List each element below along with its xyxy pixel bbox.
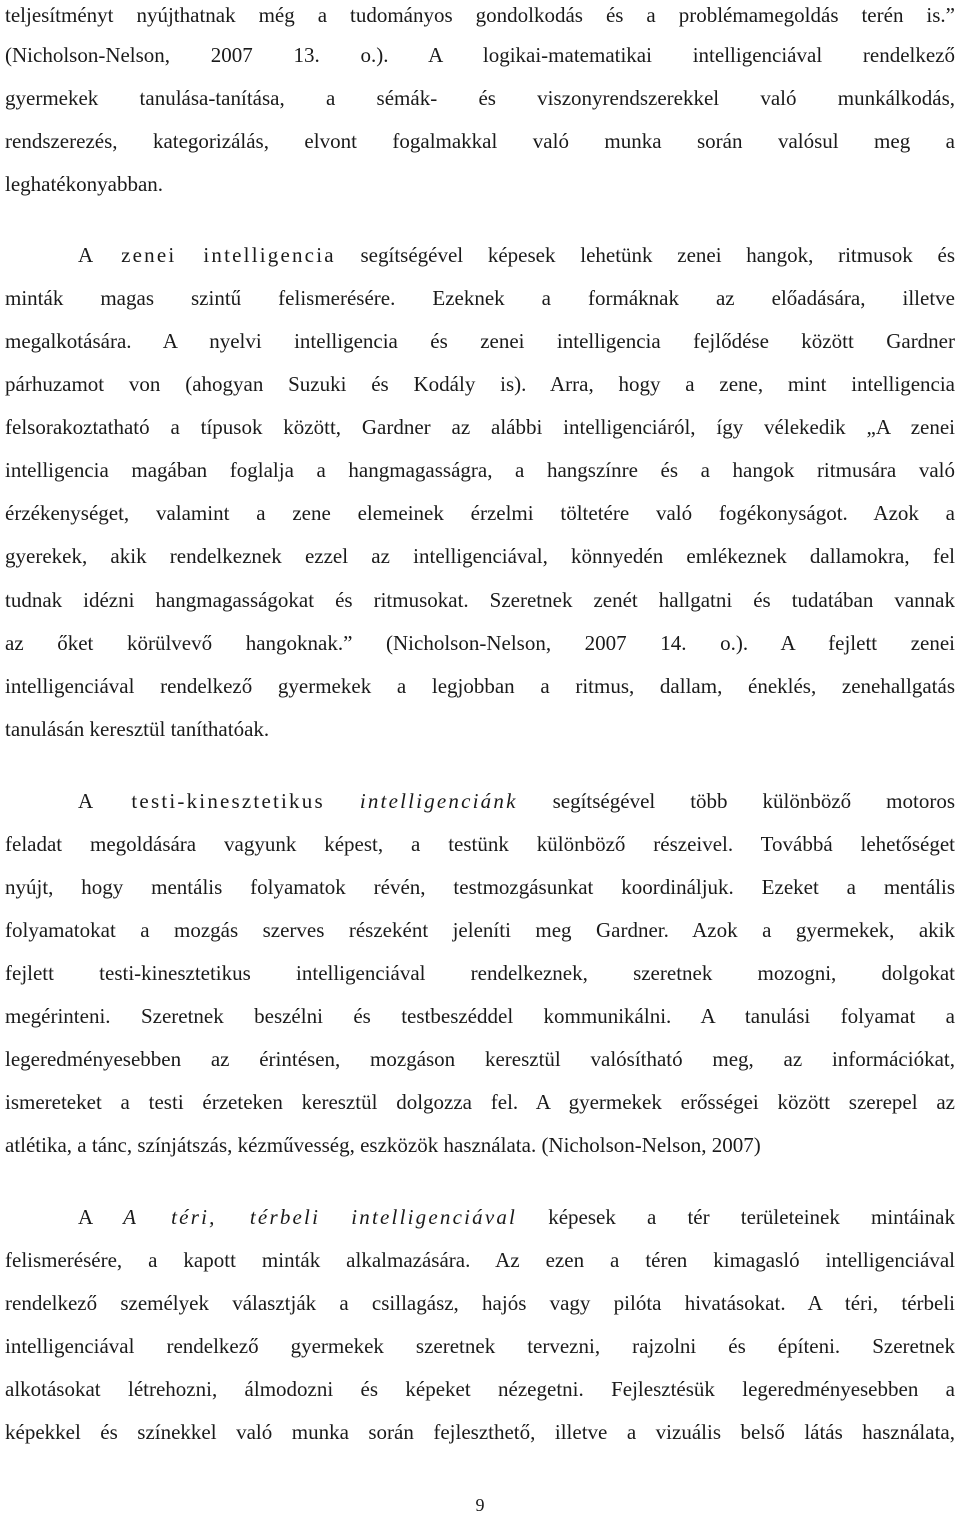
term-teri-lead: A [78, 1205, 93, 1229]
term-testi: A testi-kinesztetikus [78, 789, 325, 813]
text-line: képekkel és színekkel való munka során fejleszthető, illetve a vizuális belső látás használata, [5, 1420, 955, 1444]
text-line: tudnak idézni hangmagasságokat és ritmusokat. Szeretnek zenét hallgatni és tudatában vannak [5, 588, 955, 612]
page-number: 9 [475, 1495, 485, 1515]
text-line: felsorakoztatható a típusok között, Gardner az alábbi intelligenciáról, így vélekedik „A zenei [5, 415, 955, 439]
term-testi-italic: intelligenciánk [359, 789, 518, 813]
text-line: atlétika, a tánc, színjátszás, kézművesség, eszközök használata. (Nicholson-Nelson, 2007) [5, 1133, 761, 1157]
text-line: intelligenciával rendelkező gyermekek a legjobban a ritmus, dallam, éneklés, zenehallgatás [5, 674, 955, 698]
text-line: gyerekek, akik rendelkeznek ezzel az intelligenciával, könnyedén emlékeznek dallamokra, fel [5, 544, 955, 568]
text-line: leghatékonyabban. [5, 172, 164, 196]
text-line: minták magas szintű felismerésére. Ezeknek a formáknak az előadására, illetve [5, 286, 955, 310]
text-line: felismerésére, a kapott minták alkalmazására. Az ezen a téren kimagasló intelligenciával [5, 1248, 955, 1272]
text-line: intelligencia magában foglalja a hangmagasságra, a hangszínre és a hangok ritmusára való [5, 458, 955, 482]
text-line: fejlett testi-kinesztetikus intelligenciával rendelkeznek, szeretnek mozogni, dolgokat [5, 961, 955, 985]
text-line: (Nicholson-Nelson, 2007 13. o.). A logikai-matematikai intelligenciával rendelkező [5, 43, 955, 67]
text-line: megalkotására. A nyelvi intelligencia és zenei intelligencia fejlődése között Gardner [5, 329, 955, 353]
text-line: alkotásokat létrehozni, álmodozni és képeket nézegetni. Fejlesztésük legeredményesebben a [5, 1377, 955, 1401]
text-line: érzékenységet, valamint a zene elemeinek érzelmi töltetére való fogékonyságot. Azok a [5, 501, 955, 525]
text-line: intelligenciával rendelkező gyermekek szeretnek tervezni, rajzolni és építeni. Szeretnek [5, 1334, 955, 1358]
text-line: ismereteket a testi érzeteken keresztül dolgozza fel. A gyermekek erősségei között szerepel az [5, 1090, 955, 1114]
text-line: rendszerezés, kategorizálás, elvont fogalmakkal való munka során valósul meg a [5, 129, 955, 153]
text-line: nyújt, hogy mentális folyamatok révén, testmozgásunkat koordináljuk. Ezeket a mentális [5, 875, 955, 899]
text-line: megérinteni. Szeretnek beszélni és testbeszéddel kommunikálni. A tanulási folyamat a [5, 1004, 955, 1028]
text-span: segítségével képesek lehetünk zenei hangok, ritmusok és [360, 243, 955, 267]
text-line: párhuzamot von (ahogyan Suzuki és Kodály is). Arra, hogy a zene, mint intelligencia [5, 372, 955, 396]
text-span: képesek a tér területeinek mintáinak [548, 1205, 955, 1229]
text-span: segítségével több különböző motoros [552, 789, 955, 813]
text-line: teljesítményt nyújthatnak még a tudományos gondolkodás és a problémamegoldás terén is.” [5, 3, 955, 27]
text-line: tanulásán keresztül taníthatóak. [5, 717, 270, 741]
text-line [78, 1203, 955, 1231]
text-line: folyamatokat a mozgás szerves részeként jeleníti meg Gardner. Azok a gyermekek, akik [5, 918, 955, 942]
text-line: gyermekek tanulása-tanítása, a sémák- és viszonyrendszerekkel való munkálkodás, [5, 86, 955, 110]
text-line: az őket körülvevő hangoknak.” (Nicholson-Nelson, 2007 14. o.). A fejlett zenei [5, 631, 955, 655]
text-line [78, 787, 955, 815]
text-line [78, 241, 955, 269]
text-line: legeredményesebben az érintésen, mozgáson keresztül valósítható meg, az információkat, [5, 1047, 955, 1071]
term-zenei: A zenei intelligencia [78, 243, 336, 267]
text-line: rendelkező személyek választják a csillagász, hajós vagy pilóta hivatásokat. A téri, térbeli [5, 1291, 955, 1315]
text-line: feladat megoldására vagyunk képest, a testünk különböző részeivel. Továbbá lehetőséget [5, 832, 955, 856]
term-teri: A téri, térbeli [123, 1205, 321, 1229]
term-teri-italic: intelligenciával [351, 1205, 518, 1229]
